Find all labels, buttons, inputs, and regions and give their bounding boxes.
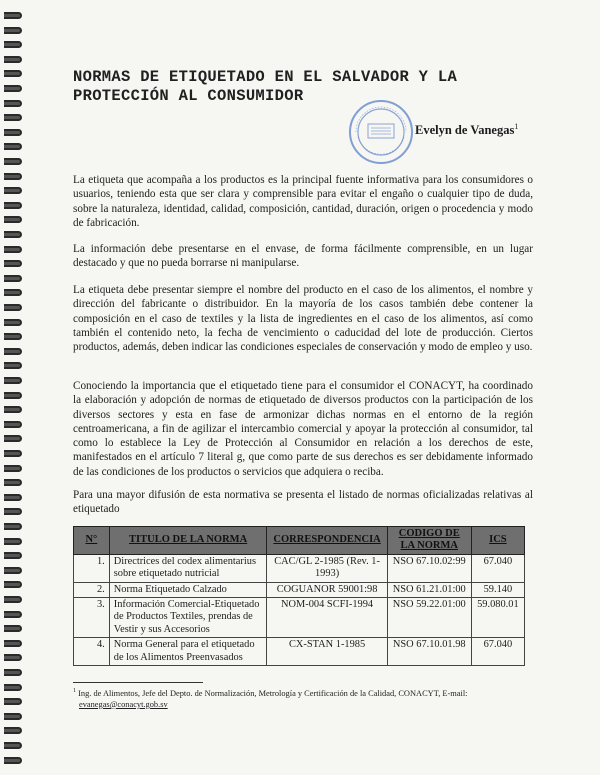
binding-ring — [4, 640, 22, 647]
paragraph-content: La etiqueta debe presentar siempre el nombre del producto en el caso de los alimentos, el nombre y dirección del fabricante o distribuidor. En la mayoría de los casos también debe contener la composición en el caso de textiles y la lista de ingredientes en el caso de los alimentos, así como también el contenido neto, la fecha de vencimiento o caducidad del lote de producción. Ciertos productos, además, deben indicar las condiciones especiales de conservación y modo de empleo y uso. — [73, 284, 533, 354]
cell-title: Información Comercial-Etiquetado de Productos Textiles, prendas de Vestir y sus Accesorios — [109, 598, 267, 638]
binding-ring — [4, 465, 22, 472]
binding-ring — [4, 85, 22, 92]
cell-ics: 67.040 — [471, 638, 524, 666]
binding-ring — [4, 70, 22, 77]
binding-ring — [4, 158, 22, 165]
binding-ring — [4, 523, 22, 530]
binding-ring — [4, 742, 22, 749]
binding-ring — [4, 581, 22, 588]
binding-ring — [4, 333, 22, 340]
binding-ring — [4, 362, 22, 369]
binding-ring — [4, 173, 22, 180]
binding-ring — [4, 406, 22, 413]
paragraph-presentation: La información debe presentarse en el envase, de forma fácilmente comprensible, en un lugar destacado y que no pueda borrarse ni manipularse. — [73, 243, 533, 270]
norms-table — [73, 526, 525, 666]
footnote-divider — [73, 682, 203, 683]
binding-ring — [4, 12, 22, 19]
header-ics: ICS — [471, 527, 524, 555]
binding-ring — [4, 377, 22, 384]
table-header-row — [74, 527, 525, 555]
binding-ring — [4, 757, 22, 764]
cell-correspondence: NOM-004 SCFI-1994 — [267, 598, 387, 638]
footnote-text: Ing. de Alimentos, Jefe del Depto. de Normalización, Metrología y Certificación de la Calidad, CONACYT, E-mail: — [78, 688, 468, 698]
binding-ring — [4, 450, 22, 457]
binding-ring — [4, 669, 22, 676]
binding-ring — [4, 319, 22, 326]
cell-title: Norma General para el etiquetado de los Alimentos Preenvasados — [109, 638, 267, 666]
library-stamp — [346, 97, 416, 167]
binding-ring — [4, 684, 22, 691]
binding-ring — [4, 435, 22, 442]
binding-ring — [4, 56, 22, 63]
cell-title: Directrices del codex alimentarius sobre etiquetado nutricial — [109, 554, 267, 582]
document-title: NORMAS DE ETIQUETADO EN EL SALVADOR Y LA PROTECCIÓN AL CONSUMIDOR — [73, 68, 458, 105]
binding-ring — [4, 304, 22, 311]
binding-ring — [4, 289, 22, 296]
footnote — [73, 686, 543, 710]
header-code: CODIGO DE LA NORMA — [387, 527, 471, 555]
paragraph-intro: La etiqueta que acompaña a los productos es la principal fuente informativa para los consumidores o usuarios, teniendo esta que ser clara y comprensible para evitar el engaño o cualquier tipo de duda, sobre la naturaleza, identidad, calidad, composición, cantidad, duración, origen o procedencia y modo de fabricación. — [73, 174, 533, 229]
author-footnote-mark: 1 — [514, 122, 519, 131]
binding-ring — [4, 508, 22, 515]
cell-number: 1. — [74, 554, 110, 582]
binding-ring — [4, 275, 22, 282]
binding-ring — [4, 392, 22, 399]
table-row — [74, 638, 525, 666]
binding-ring — [4, 202, 22, 209]
table-row — [74, 598, 525, 638]
cell-ics: 59.140 — [471, 582, 524, 597]
cell-title: Norma Etiquetado Calzado — [109, 582, 267, 597]
table-row — [74, 554, 525, 582]
cell-correspondence: CAC/GL 2-1985 (Rev. 1-1993) — [267, 554, 387, 582]
binding-ring — [4, 143, 22, 150]
binding-ring — [4, 567, 22, 574]
binding-ring — [4, 611, 22, 618]
cell-number: 3. — [74, 598, 110, 638]
cell-correspondence: COGUANOR 59001:98 — [267, 582, 387, 597]
cell-number: 4. — [74, 638, 110, 666]
binding-ring — [4, 231, 22, 238]
binding-ring — [4, 727, 22, 734]
cell-code: NSO 67.10.01.98 — [387, 638, 471, 666]
binding-ring — [4, 216, 22, 223]
footnote-mark: 1 — [73, 688, 76, 694]
author-name — [415, 122, 518, 138]
binding-ring — [4, 698, 22, 705]
paragraph-table-intro: Para una mayor difusión de esta normativa se presenta el listado de normas oficializadas relativas al etiquetado — [73, 489, 533, 516]
binding-ring — [4, 479, 22, 486]
binding-ring — [4, 494, 22, 501]
binding-ring — [4, 713, 22, 720]
cell-correspondence: CX-STAN 1-1985 — [267, 638, 387, 666]
binding-ring — [4, 114, 22, 121]
header-title: TITULO DE LA NORMA — [109, 527, 267, 555]
paragraph-conacyt: Conociendo la importancia que el etiquetado tiene para el consumidor el CONACYT, ha coordinado la elaboración y adopción de normas de etiquetado de diversos productos con la participación de los diversos sectores y esta en fase de armonizar dichas normas en el entorno de la región centroamericana, a fin de agilizar el intercambio comercial y apoyar la protección al consumidor, tal como lo establece la Ley de Protección al Consumidor en relación a los derechos de este, manifestados en el artículo 7 literal g, que como parte de sus derechos es ser debidamente informado de las condiciones de los productos o servicios que adquiera o reciba. — [73, 380, 533, 478]
cell-code: NSO 59.22.01:00 — [387, 598, 471, 638]
binding-ring — [4, 348, 22, 355]
binding-ring — [4, 421, 22, 428]
binding-ring — [4, 27, 22, 34]
cell-ics: 67.040 — [471, 554, 524, 582]
binding-ring — [4, 129, 22, 136]
footnote-email-link[interactable]: evanegas@conacyt.gob.sv — [79, 699, 168, 709]
binding-ring — [4, 187, 22, 194]
cell-code: NSO 61.21.01:00 — [387, 582, 471, 597]
header-correspondence: CORRESPONDENCIA — [267, 527, 387, 555]
binding-ring — [4, 260, 22, 267]
binding-ring — [4, 654, 22, 661]
binding-ring — [4, 100, 22, 107]
binding-ring — [4, 552, 22, 559]
binding-ring — [4, 596, 22, 603]
cell-ics: 59.080.01 — [471, 598, 524, 638]
binding-ring — [4, 538, 22, 545]
binding-ring — [4, 625, 22, 632]
table-row — [74, 582, 525, 597]
cell-code: NSO 67.10.02:99 — [387, 554, 471, 582]
header-number: N° — [74, 527, 110, 555]
cell-number: 2. — [74, 582, 110, 597]
spiral-binding — [0, 0, 26, 775]
binding-ring — [4, 246, 22, 253]
author-text: Evelyn de Vanegas — [415, 123, 515, 138]
binding-ring — [4, 41, 22, 48]
